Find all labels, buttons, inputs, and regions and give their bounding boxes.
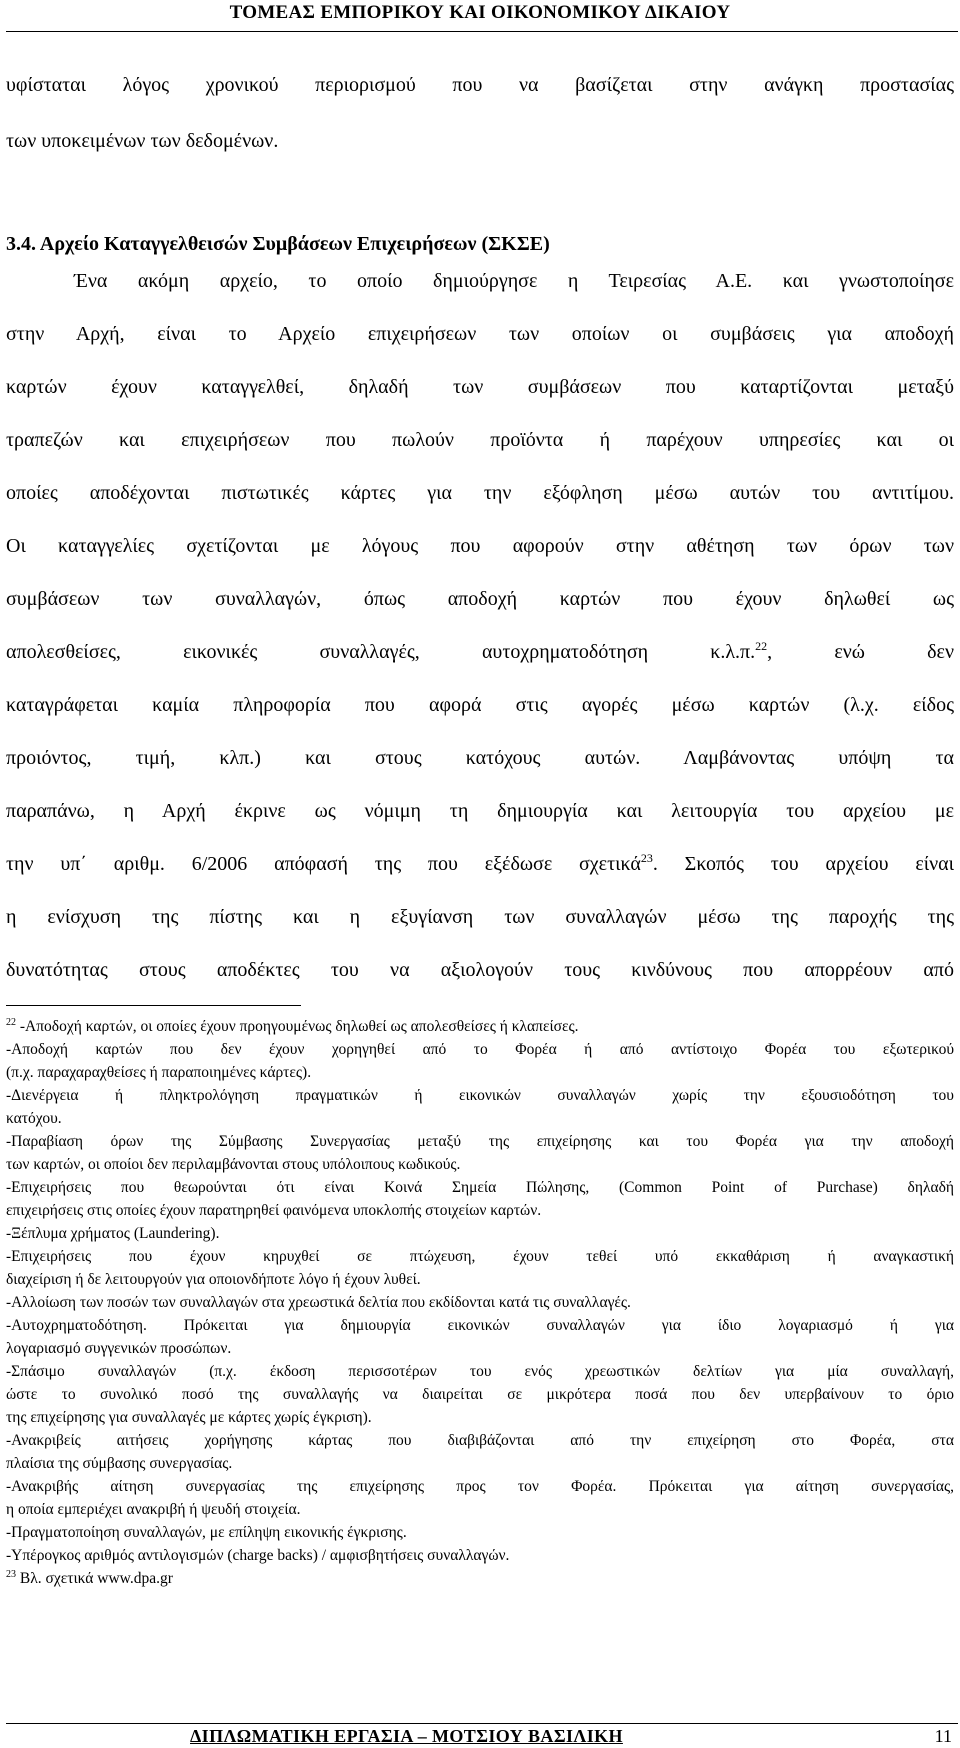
footnote-line: της επιχείρησης για συναλλαγές με κάρτες χωρίς έγκριση).	[6, 1409, 372, 1426]
text-fragment: απολεσθείσες, εικονικές συναλλαγές, αυτοχρηματοδότηση κ.λ.π.	[6, 641, 756, 663]
footnote-line: -Αλλοίωση των ποσών των συναλλαγών στα χρεωστικά δελτία που εκδίδονται κατά τις συναλλαγές.	[6, 1294, 631, 1311]
footnote-text: Βλ. σχετικά www.dpa.gr	[16, 1570, 173, 1587]
footnote-line: -Παραβίαση όρων της Σύμβασης Συνεργασίας μεταξύ της επιχείρησης και του Φορέα για την αποδοχή	[6, 1133, 954, 1150]
footnote-line: διαχείριση ή δε λειτουργούν για οποιονδήποτε λόγο ή έχουν λυθεί.	[6, 1271, 421, 1288]
text-line: η ενίσχυση της πίστης και η εξυγίανση των συναλλαγών μέσω της παροχής της	[6, 906, 954, 928]
section-heading: 3.4. Αρχείο Καταγγελθεισών Συμβάσεων Επιχειρήσεων (ΣΚΣΕ)	[6, 233, 550, 255]
text-line: Οι καταγγελίες σχετίζονται με λόγους που αφορούν στην αθέτηση των όρων των	[6, 535, 954, 557]
footnote-23	[6, 1569, 954, 1589]
footnote-number: 23	[6, 1569, 16, 1580]
footnote-line: -Ανακριβής αίτηση συνεργασίας της επιχείρησης προς τον Φορέα. Πρόκειται για αίτηση συνεργασίας,	[6, 1478, 954, 1495]
text-line: παραπάνω, η Αρχή έκρινε ως νόμιμη τη δημιουργία και λειτουργία του αρχείου με	[6, 800, 954, 822]
footnote-text: -Αποδοχή καρτών, οι οποίες έχουν προηγουμένως δηλωθεί ως απολεσθείσες ή κλαπείσες.	[16, 1018, 579, 1035]
text-line-footnote-ref	[6, 639, 954, 665]
running-footer: ΔΙΠΛΩΜΑΤΙΚΗ ΕΡΓΑΣΙΑ – ΜΟΤΣΙΟΥ ΒΑΣΙΛΙΚΗ	[190, 1726, 623, 1746]
footnote-ref-22[interactable]: 22	[755, 639, 768, 653]
footnote-line: -Υπέρογκος αριθμός αντιλογισμών (charge backs) / αμφισβητήσεις συναλλαγών.	[6, 1547, 510, 1564]
footnote-line: λογαριασμό συγγενικών προσώπων.	[6, 1340, 232, 1357]
footnote-line: κατόχου.	[6, 1110, 62, 1127]
footnote-line: -Ανακριβείς αιτήσεις χορήγησης κάρτας που διαβιβάζονται από την επιχείρηση στο Φορέα, στα	[6, 1432, 954, 1449]
footnote-line: -Ξέπλυμα χρήματος (Laundering).	[6, 1225, 220, 1242]
footnote-line: -Αυτοχρηματοδότηση. Πρόκειται για δημιουργία εικονικών συναλλαγών για ίδιο λογαριασμό ή για	[6, 1317, 954, 1334]
page-number: 11	[934, 1726, 952, 1746]
footnote-line: η οποία εμπεριέχει ανακριβή ή ψευδή στοιχεία.	[6, 1501, 301, 1518]
text-line: τραπεζών και επιχειρήσεων που πωλούν προϊόντα ή παρέχουν υπηρεσίες και οι	[6, 429, 954, 451]
text-line: καρτών έχουν καταγγελθεί, δηλαδή των συμβάσεων που καταρτίζονται μεταξύ	[6, 376, 954, 398]
text-fragment: , ενώ δεν	[767, 641, 954, 663]
text-fragment: την υπ΄ αριθμ. 6/2006 απόφασή της που εξέδωσε σχετικά	[6, 853, 641, 875]
text-fragment: . Σκοπός του αρχείου είναι	[652, 853, 954, 875]
text-line: οποίες αποδέχονται πιστωτικές κάρτες για την εξόφληση μέσω αυτών του αντιτίμου.	[6, 482, 954, 504]
footnote-22	[6, 1017, 954, 1037]
text-line: Ένα ακόμη αρχείο, το οποίο δημιούργησε η Τειρεσίας Α.Ε. και γνωστοποίησε	[74, 270, 954, 292]
running-header: ΤΟΜΕΑΣ ΕΜΠΟΡΙΚΟΥ ΚΑΙ ΟΙΚΟΝΟΜΙΚΟΥ ΔΙΚΑΙΟΥ	[229, 2, 731, 23]
footnote-line: (π.χ. παραχαραχθείσες ή παραποιημένες κάρτες).	[6, 1064, 312, 1081]
footnote-line: -Σπάσιμο συναλλαγών (π.χ. έκδοση περισσοτέρων του ενός χρεωστικών δελτίων για μία συναλλαγή,	[6, 1363, 954, 1380]
footnote-line: -Επιχειρήσεις που έχουν κηρυχθεί σε πτώχευση, έχουν τεθεί υπό εκκαθάριση ή αναγκαστική	[6, 1248, 954, 1265]
footnote-line: -Επιχειρήσεις που θεωρούνται ότι είναι Κοινά Σημεία Πώλησης, (Common Point of Purchase) δηλαδή	[6, 1179, 954, 1196]
text-line: δυνατότητας στους αποδέκτες του να αξιολογούν τους κινδύνους που απορρέουν από	[6, 959, 954, 981]
footnote-line: ώστε το συνολικό ποσό της συναλλαγής να διαιρείται σε μικρότερα ποσά που δεν υπερβαίνουν το όριο	[6, 1386, 954, 1403]
footnote-line: των καρτών, οι οποίοι δεν περιλαμβάνονται στους υπόλοιπους κωδικούς.	[6, 1156, 461, 1173]
header-rule	[6, 31, 958, 32]
text-line: υφίσταται λόγος χρονικού περιορισμού που να βασίζεται στην ανάγκη προστασίας	[6, 74, 954, 96]
footnote-line: πλαίσια της σύμβασης συνεργασίας.	[6, 1455, 233, 1472]
text-line: συμβάσεων των συναλλαγών, όπως αποδοχή καρτών που έχουν δηλωθεί ως	[6, 588, 954, 610]
footnote-separator	[6, 1005, 301, 1006]
text-line-footnote-ref	[6, 851, 954, 877]
footnote-line: -Αποδοχή καρτών που δεν έχουν χορηγηθεί από το Φορέα ή από αντίστοιχο Φορέα του εξωτερικού	[6, 1041, 954, 1058]
text-line: των υποκειμένων των δεδομένων.	[6, 130, 279, 152]
footnote-line: -Διενέργεια ή πληκτρολόγηση πραγματικών ή εικονικών συναλλαγών χωρίς την εξουσιοδότηση του	[6, 1087, 954, 1104]
text-line: στην Αρχή, είναι το Αρχείο επιχειρήσεων των οποίων οι συμβάσεις για αποδοχή	[6, 323, 954, 345]
footnote-line: επιχειρήσεις στις οποίες έχουν παρατηρηθεί φαινόμενα υποκλοπής στοιχείων καρτών.	[6, 1202, 542, 1219]
text-line: προιόντος, τιμή, κλπ.) και στους κατόχους αυτών. Λαμβάνοντας υπόψη τα	[6, 747, 954, 769]
footnote-number: 22	[6, 1017, 16, 1028]
footnote-ref-23[interactable]: 23	[640, 851, 653, 865]
footnote-line: -Πραγματοποίηση συναλλαγών, με επίληψη εικονικής έγκρισης.	[6, 1524, 407, 1541]
text-line: καταγράφεται καμία πληροφορία που αφορά στις αγορές μέσω καρτών (λ.χ. είδος	[6, 694, 954, 716]
